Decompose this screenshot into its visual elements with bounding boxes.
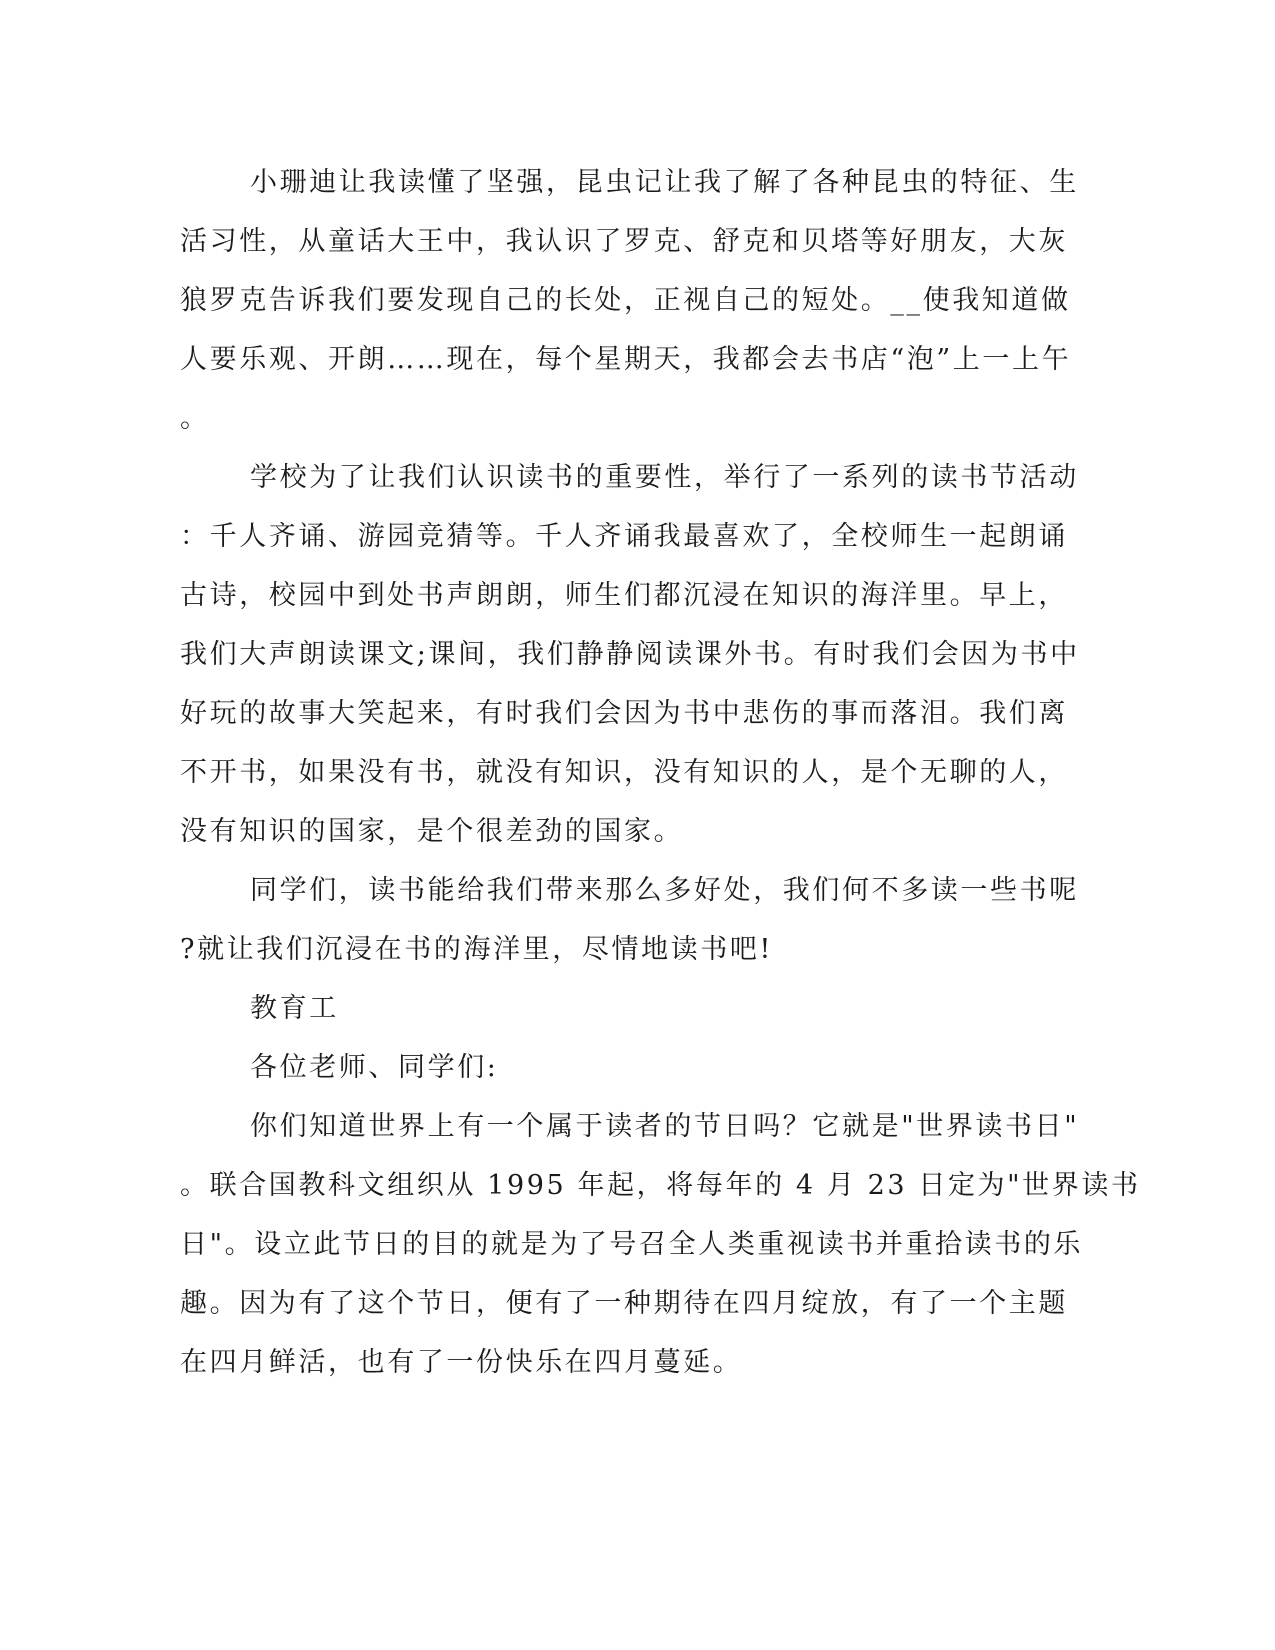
text-line: 你们知道世界上有一个属于读者的节日吗？它就是"世界读书日" [250, 1111, 1080, 1142]
text-line: 古诗，校园中到处书声朗朗，师生们都沉浸在知识的海洋里。早上， [180, 580, 1068, 611]
text-line: 不开书，如果没有书，就没有知识，没有知识的人，是个无聊的人， [180, 757, 1068, 788]
text-line: 活习性，从童话大王中，我认识了罗克、舒克和贝塔等好朋友，大灰 [180, 226, 1068, 257]
text-line: 没有知识的国家，是个很差劲的国家。 [180, 816, 684, 847]
text-line: 好玩的故事大笑起来，有时我们会因为书中悲伤的事而落泪。我们离 [180, 698, 1068, 729]
text-line: 趣。因为有了这个节日，便有了一种期待在四月绽放，有了一个主题 [180, 1288, 1068, 1319]
text-line: 人要乐观、开朗……现在，每个星期天，我都会去书店“泡”上一上午 [180, 344, 1072, 375]
text-line: 在四月鲜活，也有了一份快乐在四月蔓延。 [180, 1347, 743, 1378]
text-line: 。 [180, 403, 210, 434]
text-line: ?就让我们沉浸在书的海洋里，尽情地读书吧! [180, 934, 773, 965]
text-line: 。联合国教科文组织从 1995 年起，将每年的 4 月 23 日定为"世界读书 [180, 1170, 1141, 1201]
text-line: 同学们，读书能给我们带来那么多好处，我们何不多读一些书呢 [250, 875, 1079, 906]
text-line: 我们大声朗读课文;课间，我们静静阅读课外书。有时我们会因为书中 [180, 639, 1080, 670]
text-line: 学校为了让我们认识读书的重要性，举行了一系列的读书节活动 [250, 462, 1079, 493]
text-line: ：千人齐诵、游园竞猜等。千人齐诵我最喜欢了，全校师生一起朗诵 [180, 521, 1068, 552]
text-line: 日"。设立此节日的目的就是为了号召全人类重视读书并重拾读书的乐 [180, 1229, 1084, 1260]
text-line: 小珊迪让我读懂了坚强，昆虫记让我了解了各种昆虫的特征、生 [250, 167, 1079, 198]
text-line: 教育工 [250, 993, 339, 1024]
text-line: 狼罗克告诉我们要发现自己的长处，正视自己的短处。__使我知道做 [180, 285, 1071, 316]
text-line: 各位老师、同学们: [250, 1052, 499, 1083]
